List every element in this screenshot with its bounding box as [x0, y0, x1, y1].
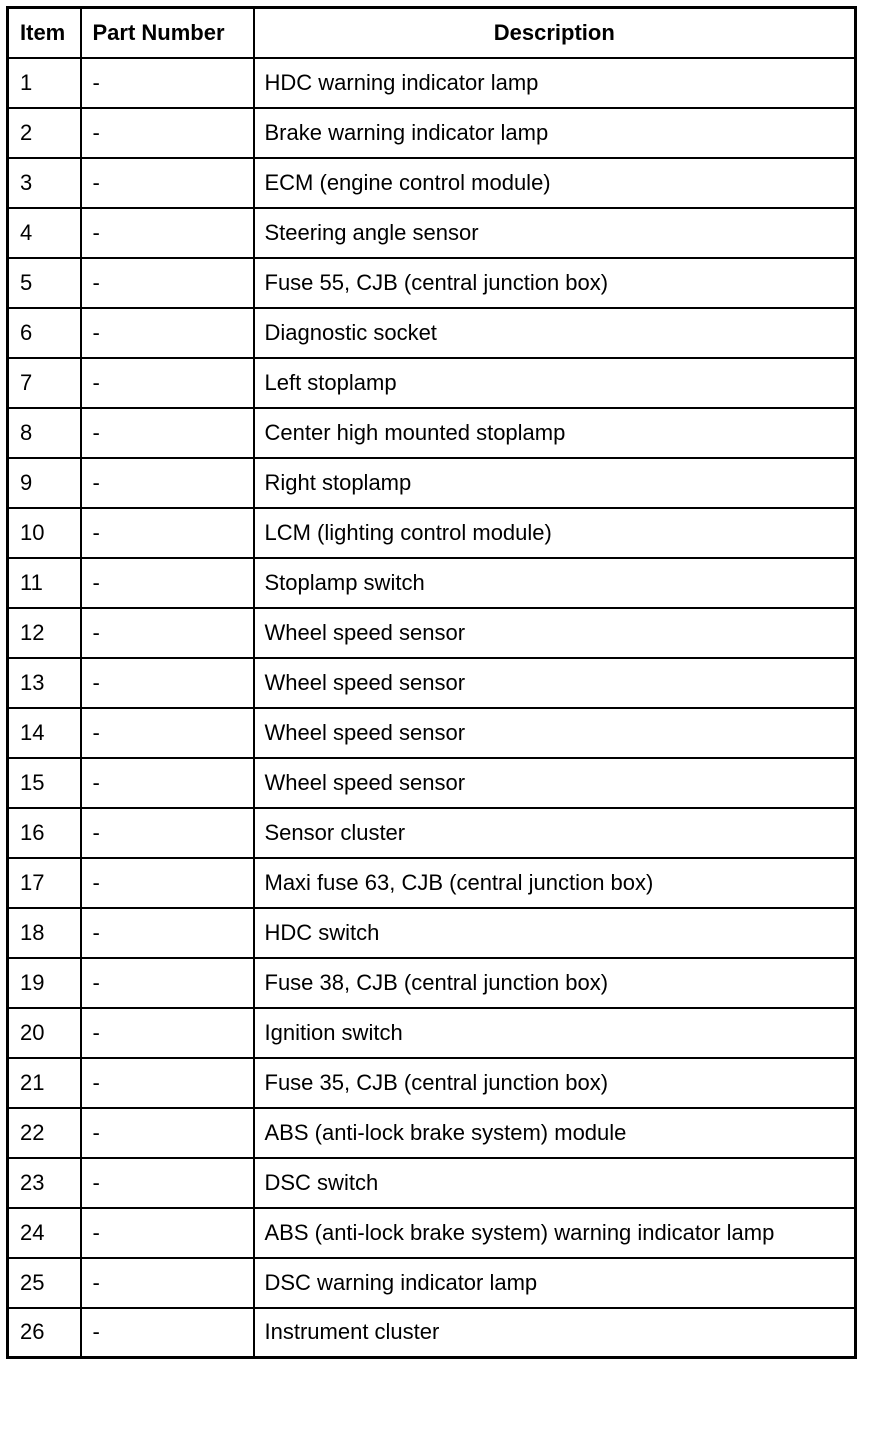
table-row	[8, 808, 856, 858]
item-cell: 5	[8, 258, 81, 308]
item-cell: 13	[8, 658, 81, 708]
part-number-cell: -	[81, 908, 254, 958]
item-cell: 21	[8, 1058, 81, 1108]
item-cell: 9	[8, 458, 81, 508]
item-column-header: Item	[8, 8, 81, 58]
description-cell: Left stoplamp	[254, 358, 856, 408]
table-row	[8, 1008, 856, 1058]
part-number-cell: -	[81, 1058, 254, 1108]
description-cell: HDC warning indicator lamp	[254, 58, 856, 108]
description-cell: Diagnostic socket	[254, 308, 856, 358]
description-cell: Brake warning indicator lamp	[254, 108, 856, 158]
table-row	[8, 458, 856, 508]
part-number-cell: -	[81, 1208, 254, 1258]
part-number-cell: -	[81, 58, 254, 108]
item-cell: 6	[8, 308, 81, 358]
table-header	[8, 8, 856, 58]
part-number-cell: -	[81, 208, 254, 258]
table-row	[8, 108, 856, 158]
part-number-cell: -	[81, 1008, 254, 1058]
description-cell: Fuse 35, CJB (central junction box)	[254, 1058, 856, 1108]
table-row	[8, 308, 856, 358]
item-cell: 25	[8, 1258, 81, 1308]
item-cell: 26	[8, 1308, 81, 1358]
item-cell: 24	[8, 1208, 81, 1258]
header-row	[8, 8, 856, 58]
item-cell: 19	[8, 958, 81, 1008]
part-number-cell: -	[81, 758, 254, 808]
item-cell: 10	[8, 508, 81, 558]
table-row	[8, 208, 856, 258]
part-number-cell: -	[81, 1308, 254, 1358]
table-body	[8, 58, 856, 1358]
description-cell: Center high mounted stoplamp	[254, 408, 856, 458]
parts-table	[6, 6, 857, 1359]
part-number-cell: -	[81, 458, 254, 508]
table-row	[8, 858, 856, 908]
item-cell: 14	[8, 708, 81, 758]
item-cell: 18	[8, 908, 81, 958]
description-cell: ABS (anti-lock brake system) warning indicator lamp	[254, 1208, 856, 1258]
description-cell: Sensor cluster	[254, 808, 856, 858]
description-cell: Stoplamp switch	[254, 558, 856, 608]
part-number-cell: -	[81, 658, 254, 708]
description-cell: Instrument cluster	[254, 1308, 856, 1358]
table-row	[8, 1308, 856, 1358]
table-row	[8, 1258, 856, 1308]
part-number-cell: -	[81, 1108, 254, 1158]
table-row	[8, 508, 856, 558]
item-cell: 3	[8, 158, 81, 208]
description-cell: DSC switch	[254, 1158, 856, 1208]
description-cell: Fuse 55, CJB (central junction box)	[254, 258, 856, 308]
table-row	[8, 408, 856, 458]
table-row	[8, 708, 856, 758]
description-cell: HDC switch	[254, 908, 856, 958]
item-cell: 1	[8, 58, 81, 108]
table-row	[8, 1158, 856, 1208]
description-cell: Steering angle sensor	[254, 208, 856, 258]
part-number-cell: -	[81, 1258, 254, 1308]
description-cell: Wheel speed sensor	[254, 608, 856, 658]
description-cell: Right stoplamp	[254, 458, 856, 508]
description-cell: ABS (anti-lock brake system) module	[254, 1108, 856, 1158]
item-cell: 7	[8, 358, 81, 408]
table-row	[8, 258, 856, 308]
item-cell: 11	[8, 558, 81, 608]
table-row	[8, 158, 856, 208]
item-cell: 15	[8, 758, 81, 808]
part-number-cell: -	[81, 558, 254, 608]
part-number-cell: -	[81, 408, 254, 458]
table-row	[8, 1208, 856, 1258]
table-row	[8, 908, 856, 958]
table-row	[8, 958, 856, 1008]
item-cell: 4	[8, 208, 81, 258]
part-number-cell: -	[81, 508, 254, 558]
table-row	[8, 1108, 856, 1158]
part-number-cell: -	[81, 158, 254, 208]
part-number-cell: -	[81, 708, 254, 758]
item-cell: 16	[8, 808, 81, 858]
item-cell: 22	[8, 1108, 81, 1158]
part-number-cell: -	[81, 808, 254, 858]
table-row	[8, 658, 856, 708]
item-cell: 8	[8, 408, 81, 458]
table-row	[8, 1058, 856, 1108]
description-cell: Fuse 38, CJB (central junction box)	[254, 958, 856, 1008]
item-cell: 12	[8, 608, 81, 658]
item-cell: 23	[8, 1158, 81, 1208]
description-cell: Wheel speed sensor	[254, 758, 856, 808]
part-number-cell: -	[81, 108, 254, 158]
table-row	[8, 558, 856, 608]
description-cell: Ignition switch	[254, 1008, 856, 1058]
table-row	[8, 608, 856, 658]
table-row	[8, 58, 856, 108]
description-cell: Wheel speed sensor	[254, 708, 856, 758]
description-column-header: Description	[254, 8, 856, 58]
table-row	[8, 358, 856, 408]
item-cell: 17	[8, 858, 81, 908]
part-number-cell: -	[81, 308, 254, 358]
table-row	[8, 758, 856, 808]
description-cell: LCM (lighting control module)	[254, 508, 856, 558]
description-cell: DSC warning indicator lamp	[254, 1258, 856, 1308]
part-number-cell: -	[81, 958, 254, 1008]
part-number-cell: -	[81, 258, 254, 308]
part-number-cell: -	[81, 358, 254, 408]
item-cell: 20	[8, 1008, 81, 1058]
part-number-cell: -	[81, 858, 254, 908]
description-cell: ECM (engine control module)	[254, 158, 856, 208]
description-cell: Wheel speed sensor	[254, 658, 856, 708]
part-number-cell: -	[81, 608, 254, 658]
part-number-column-header: Part Number	[81, 8, 254, 58]
description-cell: Maxi fuse 63, CJB (central junction box)	[254, 858, 856, 908]
part-number-cell: -	[81, 1158, 254, 1208]
item-cell: 2	[8, 108, 81, 158]
